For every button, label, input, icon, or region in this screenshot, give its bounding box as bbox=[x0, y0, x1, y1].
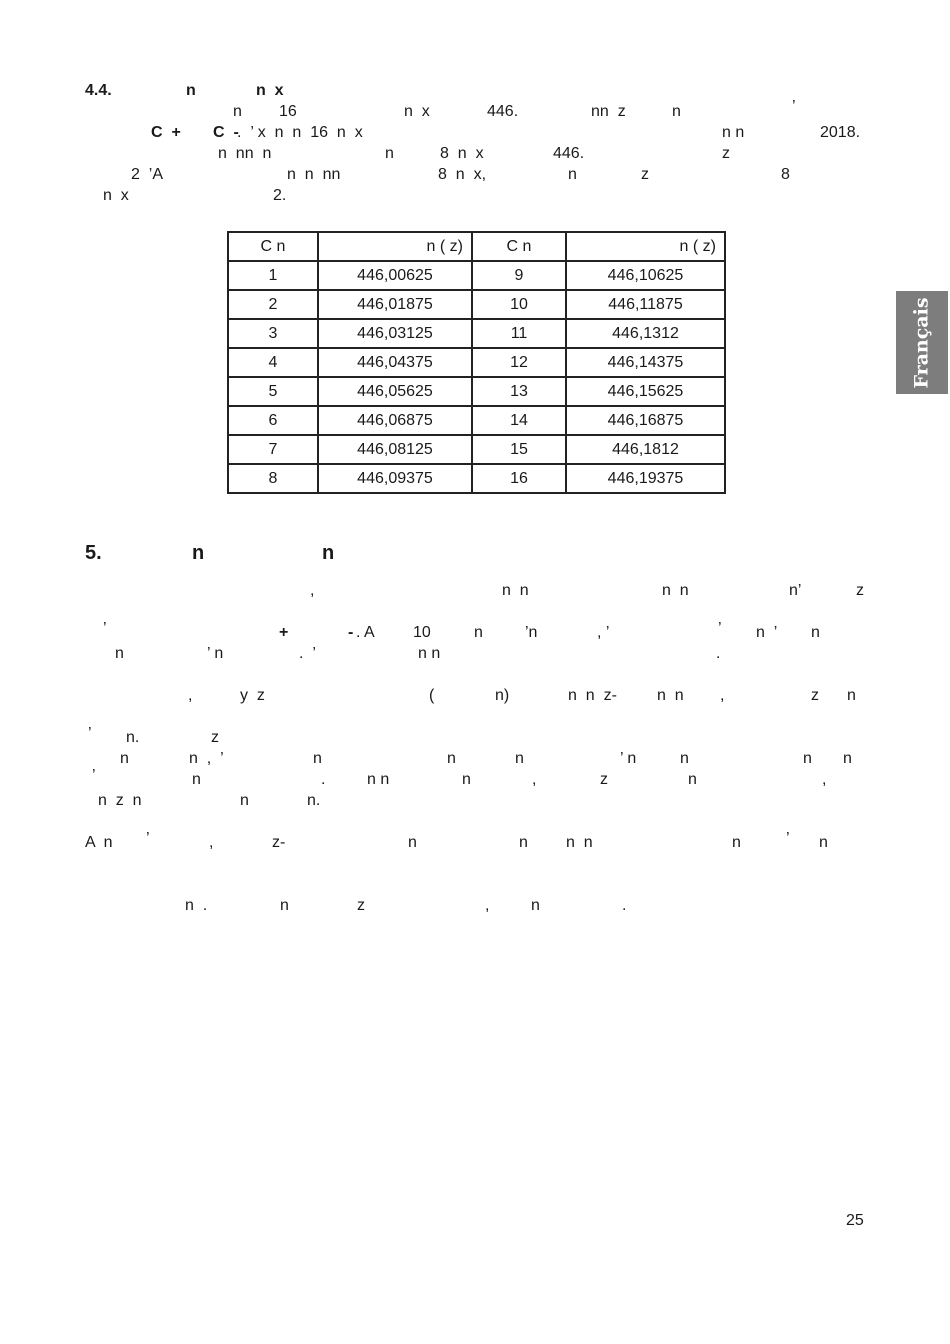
table-row bbox=[228, 377, 725, 406]
text-fragment: z bbox=[641, 166, 649, 183]
text-fragment: n bbox=[732, 834, 741, 851]
channel-cell: 5 bbox=[228, 377, 318, 406]
text-fragment: 2. bbox=[273, 187, 287, 204]
text-fragment: ’ bbox=[88, 725, 92, 742]
text-fragment: n. bbox=[307, 792, 321, 809]
channel-cell: 9 bbox=[472, 261, 566, 290]
text-fragment: n. bbox=[126, 729, 140, 746]
text-fragment: n , ’ bbox=[189, 750, 224, 767]
text-fragment: 446. bbox=[487, 103, 519, 120]
section-5-number: 5. bbox=[85, 542, 102, 564]
column-header: C n bbox=[472, 232, 566, 261]
frequency-cell: 446,16875 bbox=[566, 406, 725, 435]
channel-cell: 7 bbox=[228, 435, 318, 464]
text-fragment: , bbox=[485, 897, 490, 914]
channel-cell: 12 bbox=[472, 348, 566, 377]
text-fragment: . A bbox=[356, 624, 375, 641]
channel-frequency-table bbox=[227, 231, 726, 494]
page-number: 25 bbox=[846, 1212, 864, 1229]
text-fragment: 446. bbox=[553, 145, 585, 162]
text-fragment: n nn n bbox=[218, 145, 272, 162]
text-fragment: n bbox=[462, 771, 471, 788]
text-fragment: n bbox=[120, 750, 129, 767]
text-fragment: n bbox=[408, 834, 417, 851]
text-fragment: 8 n x, bbox=[438, 166, 487, 183]
text-fragment-bold: - bbox=[348, 624, 354, 641]
text-fragment: ’ bbox=[92, 767, 96, 784]
channel-cell: 4 bbox=[228, 348, 318, 377]
frequency-cell: 446,05625 bbox=[318, 377, 472, 406]
column-header: n ( z) bbox=[318, 232, 472, 261]
text-fragment: n n bbox=[657, 687, 684, 704]
text-fragment: n . bbox=[185, 897, 208, 914]
text-fragment: , ’ bbox=[597, 624, 610, 641]
text-fragment: ’ bbox=[146, 830, 150, 847]
frequency-cell: 446,1312 bbox=[566, 319, 725, 348]
channel-cell: 3 bbox=[228, 319, 318, 348]
text-fragment: . ’ x n n 16 n x bbox=[237, 124, 363, 141]
text-fragment: 2018. bbox=[820, 124, 861, 141]
text-fragment: n bbox=[115, 645, 124, 662]
text-fragment: . ’ bbox=[299, 645, 316, 662]
text-fragment: , bbox=[188, 687, 193, 704]
text-fragment: n bbox=[313, 750, 322, 767]
text-fragment: 16 bbox=[279, 103, 297, 120]
text-fragment: n) bbox=[495, 687, 510, 704]
text-fragment: ’ bbox=[718, 620, 722, 637]
frequency-cell: 446,00625 bbox=[318, 261, 472, 290]
text-fragment: n bbox=[515, 750, 524, 767]
text-fragment: n bbox=[568, 166, 577, 183]
text-fragment: ’ n bbox=[207, 645, 224, 662]
text-fragment: , bbox=[532, 771, 537, 788]
table-row bbox=[228, 464, 725, 493]
table-header-row bbox=[228, 232, 725, 261]
text-fragment: n bbox=[847, 687, 856, 704]
text-fragment: n n bbox=[367, 771, 390, 788]
frequency-cell: 446,03125 bbox=[318, 319, 472, 348]
text-fragment: , bbox=[310, 582, 315, 599]
text-fragment: 8 n x bbox=[440, 145, 484, 162]
text-fragment: n’ bbox=[789, 582, 802, 599]
text-fragment: z- bbox=[272, 834, 286, 851]
text-fragment: z bbox=[211, 729, 219, 746]
text-fragment: n bbox=[385, 145, 394, 162]
text-fragment: n n nn bbox=[287, 166, 341, 183]
frequency-cell: 446,08125 bbox=[318, 435, 472, 464]
text-fragment: n x bbox=[103, 187, 129, 204]
channel-cell: 8 bbox=[228, 464, 318, 493]
table-row bbox=[228, 261, 725, 290]
text-fragment: . bbox=[321, 771, 326, 788]
text-fragment: n ’ bbox=[756, 624, 778, 641]
text-fragment: n bbox=[280, 897, 289, 914]
text-fragment: z bbox=[600, 771, 608, 788]
text-fragment: n bbox=[531, 897, 540, 914]
text-fragment: n bbox=[192, 771, 201, 788]
channel-cell: 16 bbox=[472, 464, 566, 493]
frequency-cell: 446,1812 bbox=[566, 435, 725, 464]
text-fragment: . bbox=[716, 645, 721, 662]
section-5-heading-fragment: n bbox=[192, 542, 205, 564]
text-fragment: n bbox=[680, 750, 689, 767]
text-fragment: z bbox=[722, 145, 730, 162]
text-fragment: n n bbox=[418, 645, 441, 662]
text-fragment-bold: + bbox=[279, 624, 289, 641]
frequency-cell: 446,06875 bbox=[318, 406, 472, 435]
text-fragment: ’ bbox=[103, 620, 107, 637]
frequency-cell: 446,10625 bbox=[566, 261, 725, 290]
text-fragment: z bbox=[856, 582, 864, 599]
language-tab-label: Français bbox=[911, 296, 933, 389]
text-fragment: n bbox=[688, 771, 697, 788]
channel-cell: 1 bbox=[228, 261, 318, 290]
text-fragment: 10 bbox=[413, 624, 431, 641]
channel-cell: 13 bbox=[472, 377, 566, 406]
text-fragment: n x bbox=[404, 103, 430, 120]
text-fragment: n bbox=[811, 624, 820, 641]
text-fragment-bold: C + bbox=[151, 124, 181, 141]
text-fragment: n bbox=[233, 103, 242, 120]
text-fragment: n n bbox=[566, 834, 593, 851]
text-fragment: y z bbox=[240, 687, 265, 704]
section-4-4-number: 4.4. bbox=[85, 82, 112, 99]
frequency-cell: 446,11875 bbox=[566, 290, 725, 319]
channel-cell: 14 bbox=[472, 406, 566, 435]
column-header: n ( z) bbox=[566, 232, 725, 261]
text-fragment: n n z- bbox=[568, 687, 617, 704]
text-fragment: n bbox=[843, 750, 852, 767]
channel-cell: 6 bbox=[228, 406, 318, 435]
text-fragment: , bbox=[209, 834, 214, 851]
language-tab bbox=[896, 291, 948, 394]
table-row bbox=[228, 290, 725, 319]
text-fragment: 8 bbox=[781, 166, 790, 183]
table-row bbox=[228, 406, 725, 435]
channel-cell: 2 bbox=[228, 290, 318, 319]
text-fragment: n bbox=[447, 750, 456, 767]
text-fragment: n bbox=[803, 750, 812, 767]
text-fragment: n n bbox=[502, 582, 529, 599]
text-fragment: ( bbox=[429, 687, 435, 704]
section-5-heading-fragment: n bbox=[322, 542, 335, 564]
text-fragment: A n bbox=[85, 834, 113, 851]
text-fragment: 2 ’A bbox=[131, 166, 164, 183]
table-row bbox=[228, 348, 725, 377]
channel-cell: 15 bbox=[472, 435, 566, 464]
section-4-4-heading-fragment: n bbox=[186, 82, 196, 99]
channel-cell: 10 bbox=[472, 290, 566, 319]
table-row bbox=[228, 435, 725, 464]
text-fragment: , bbox=[822, 771, 827, 788]
text-fragment: nn z bbox=[591, 103, 626, 120]
text-fragment: n bbox=[474, 624, 483, 641]
frequency-cell: 446,04375 bbox=[318, 348, 472, 377]
section-4-4-heading-fragment: n x bbox=[256, 82, 284, 99]
text-fragment: n bbox=[819, 834, 828, 851]
text-fragment: ’ n bbox=[620, 750, 637, 767]
text-fragment: . bbox=[622, 897, 627, 914]
frequency-cell: 446,09375 bbox=[318, 464, 472, 493]
text-fragment: n z n bbox=[98, 792, 142, 809]
column-header: C n bbox=[228, 232, 318, 261]
text-fragment-bold: C - bbox=[213, 124, 239, 141]
text-fragment: ’ bbox=[792, 98, 796, 115]
frequency-cell: 446,15625 bbox=[566, 377, 725, 406]
text-fragment: z bbox=[811, 687, 819, 704]
text-fragment: n bbox=[240, 792, 249, 809]
text-fragment: n bbox=[672, 103, 681, 120]
text-fragment: n bbox=[519, 834, 528, 851]
text-fragment: ’ bbox=[786, 830, 790, 847]
text-fragment: ’n bbox=[525, 624, 538, 641]
frequency-cell: 446,19375 bbox=[566, 464, 725, 493]
text-fragment: n n bbox=[662, 582, 689, 599]
channel-cell: 11 bbox=[472, 319, 566, 348]
table-row bbox=[228, 319, 725, 348]
frequency-cell: 446,14375 bbox=[566, 348, 725, 377]
frequency-cell: 446,01875 bbox=[318, 290, 472, 319]
text-fragment: z bbox=[357, 897, 365, 914]
text-fragment: n n bbox=[722, 124, 745, 141]
text-fragment: , bbox=[720, 687, 725, 704]
